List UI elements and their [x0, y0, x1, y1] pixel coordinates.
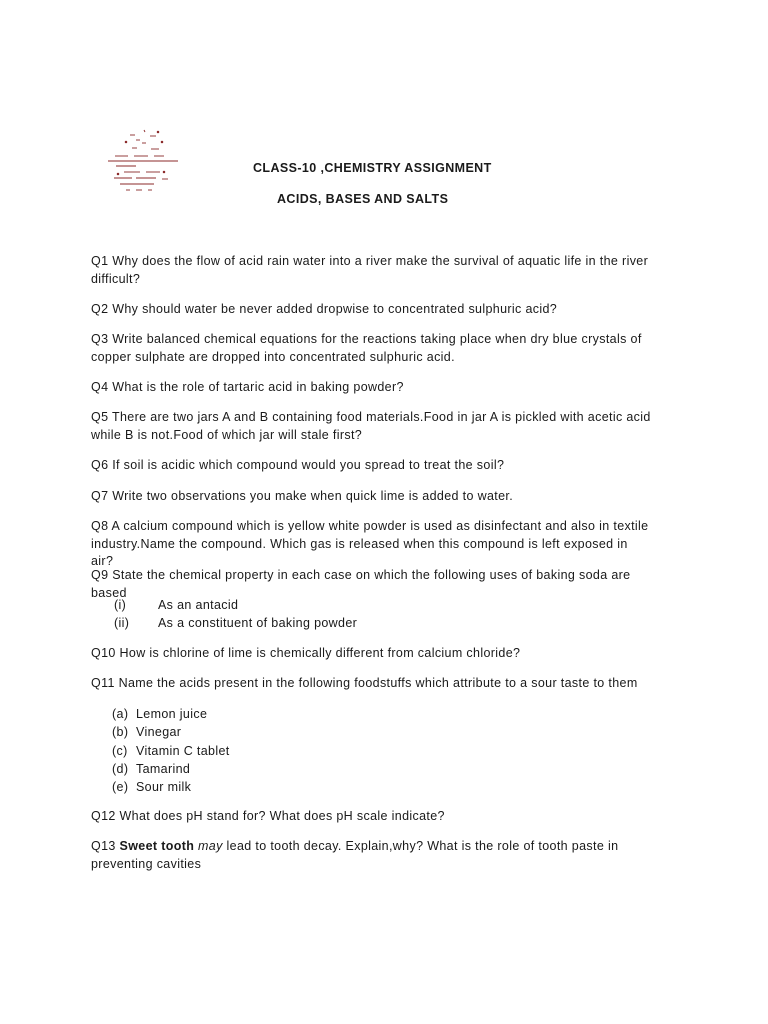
list-marker: (b): [112, 725, 129, 740]
question-text: What does pH stand for? What does pH scale indicate?: [119, 809, 445, 823]
list-marker: (ii): [114, 616, 130, 631]
question-text: If soil is acidic which compound would you spread to treat the soil?: [112, 458, 505, 472]
question-number: Q6: [91, 458, 109, 472]
question-number: Q4: [91, 380, 109, 394]
question-text: Write two observations you make when quick lime is added to water.: [112, 489, 514, 503]
question-text: Why should water be never added dropwise to concentrated sulphuric acid?: [112, 302, 558, 316]
question-text: Write balanced chemical equations for the reactions taking place when dry blue crystals of copper sulphate are dropped into concentrated sulphuric acid.: [91, 332, 642, 364]
list-item-text: Vinegar: [136, 725, 182, 740]
question-text: Name the acids present in the following foodstuffs which attribute to a sour taste to them: [118, 676, 638, 690]
list-marker: (d): [112, 761, 129, 776]
question-4: [91, 379, 651, 397]
question-text: State the chemical property in each case on which the following uses of baking soda are based: [91, 568, 631, 600]
question-13: [91, 838, 651, 873]
question-12: [91, 808, 651, 826]
school-emblem-icon: [106, 128, 182, 196]
list-marker: (e): [112, 780, 129, 795]
question-text: Why does the flow of acid rain water into a river make the survival of aquatic life in the river difficult?: [91, 254, 649, 286]
question-number: Q1: [91, 254, 109, 268]
list-marker: (i): [114, 598, 127, 612]
list-item-text: Tamarind: [136, 761, 191, 776]
question-text: How is chlorine of lime is chemically different from calcium chloride?: [119, 646, 521, 660]
question-6: [91, 457, 651, 475]
question-10: [91, 645, 651, 663]
question-8: [91, 518, 651, 571]
list-marker: (c): [112, 743, 128, 758]
question-text: What is the role of tartaric acid in baking powder?: [112, 380, 404, 394]
list-item-text: Lemon juice: [136, 707, 208, 721]
question-text: lead to tooth decay. Explain,why? What is the role of tooth paste in preventing cavities: [91, 839, 619, 871]
question-number: Q12: [91, 809, 116, 823]
question-number: Q8: [91, 519, 109, 533]
question-1: [91, 253, 651, 288]
question-text: A calcium compound which is yellow white powder is used as disinfectant and also in textile industry.Name the compound. Which gas is released when this compound is left exposed in air?: [91, 519, 649, 568]
list-item-text: Vitamin C tablet: [136, 743, 230, 758]
question-number: Q2: [91, 302, 109, 316]
question-number: Q3: [91, 332, 109, 346]
list-item-text: Sour milk: [136, 780, 192, 795]
question-3: [91, 331, 651, 366]
question-text: There are two jars A and B containing food materials.Food in jar A is pickled with acetic acid while B is not.Food of which jar will stale first?: [91, 410, 651, 442]
list-item-text: As an antacid: [158, 598, 239, 612]
question-number: Q9: [91, 568, 109, 582]
question-number: Q5: [91, 410, 109, 424]
question-7: [91, 488, 651, 506]
question-number: Q7: [91, 489, 109, 503]
question-italic-word: may: [198, 839, 223, 853]
assignment-title: CLASS-10 ,CHEMISTRY ASSIGNMENT: [253, 161, 492, 175]
list-item-text: As a constituent of baking powder: [158, 616, 358, 631]
question-2: [91, 301, 651, 319]
question-11: [91, 675, 651, 693]
question-bold-phrase: Sweet tooth: [119, 839, 195, 853]
question-5: [91, 409, 651, 444]
question-number: Q11: [91, 676, 115, 690]
assignment-subtitle: ACIDS, BASES AND SALTS: [277, 192, 449, 206]
question-number: Q13: [91, 839, 116, 853]
question-number: Q10: [91, 646, 116, 660]
list-marker: (a): [112, 707, 129, 721]
